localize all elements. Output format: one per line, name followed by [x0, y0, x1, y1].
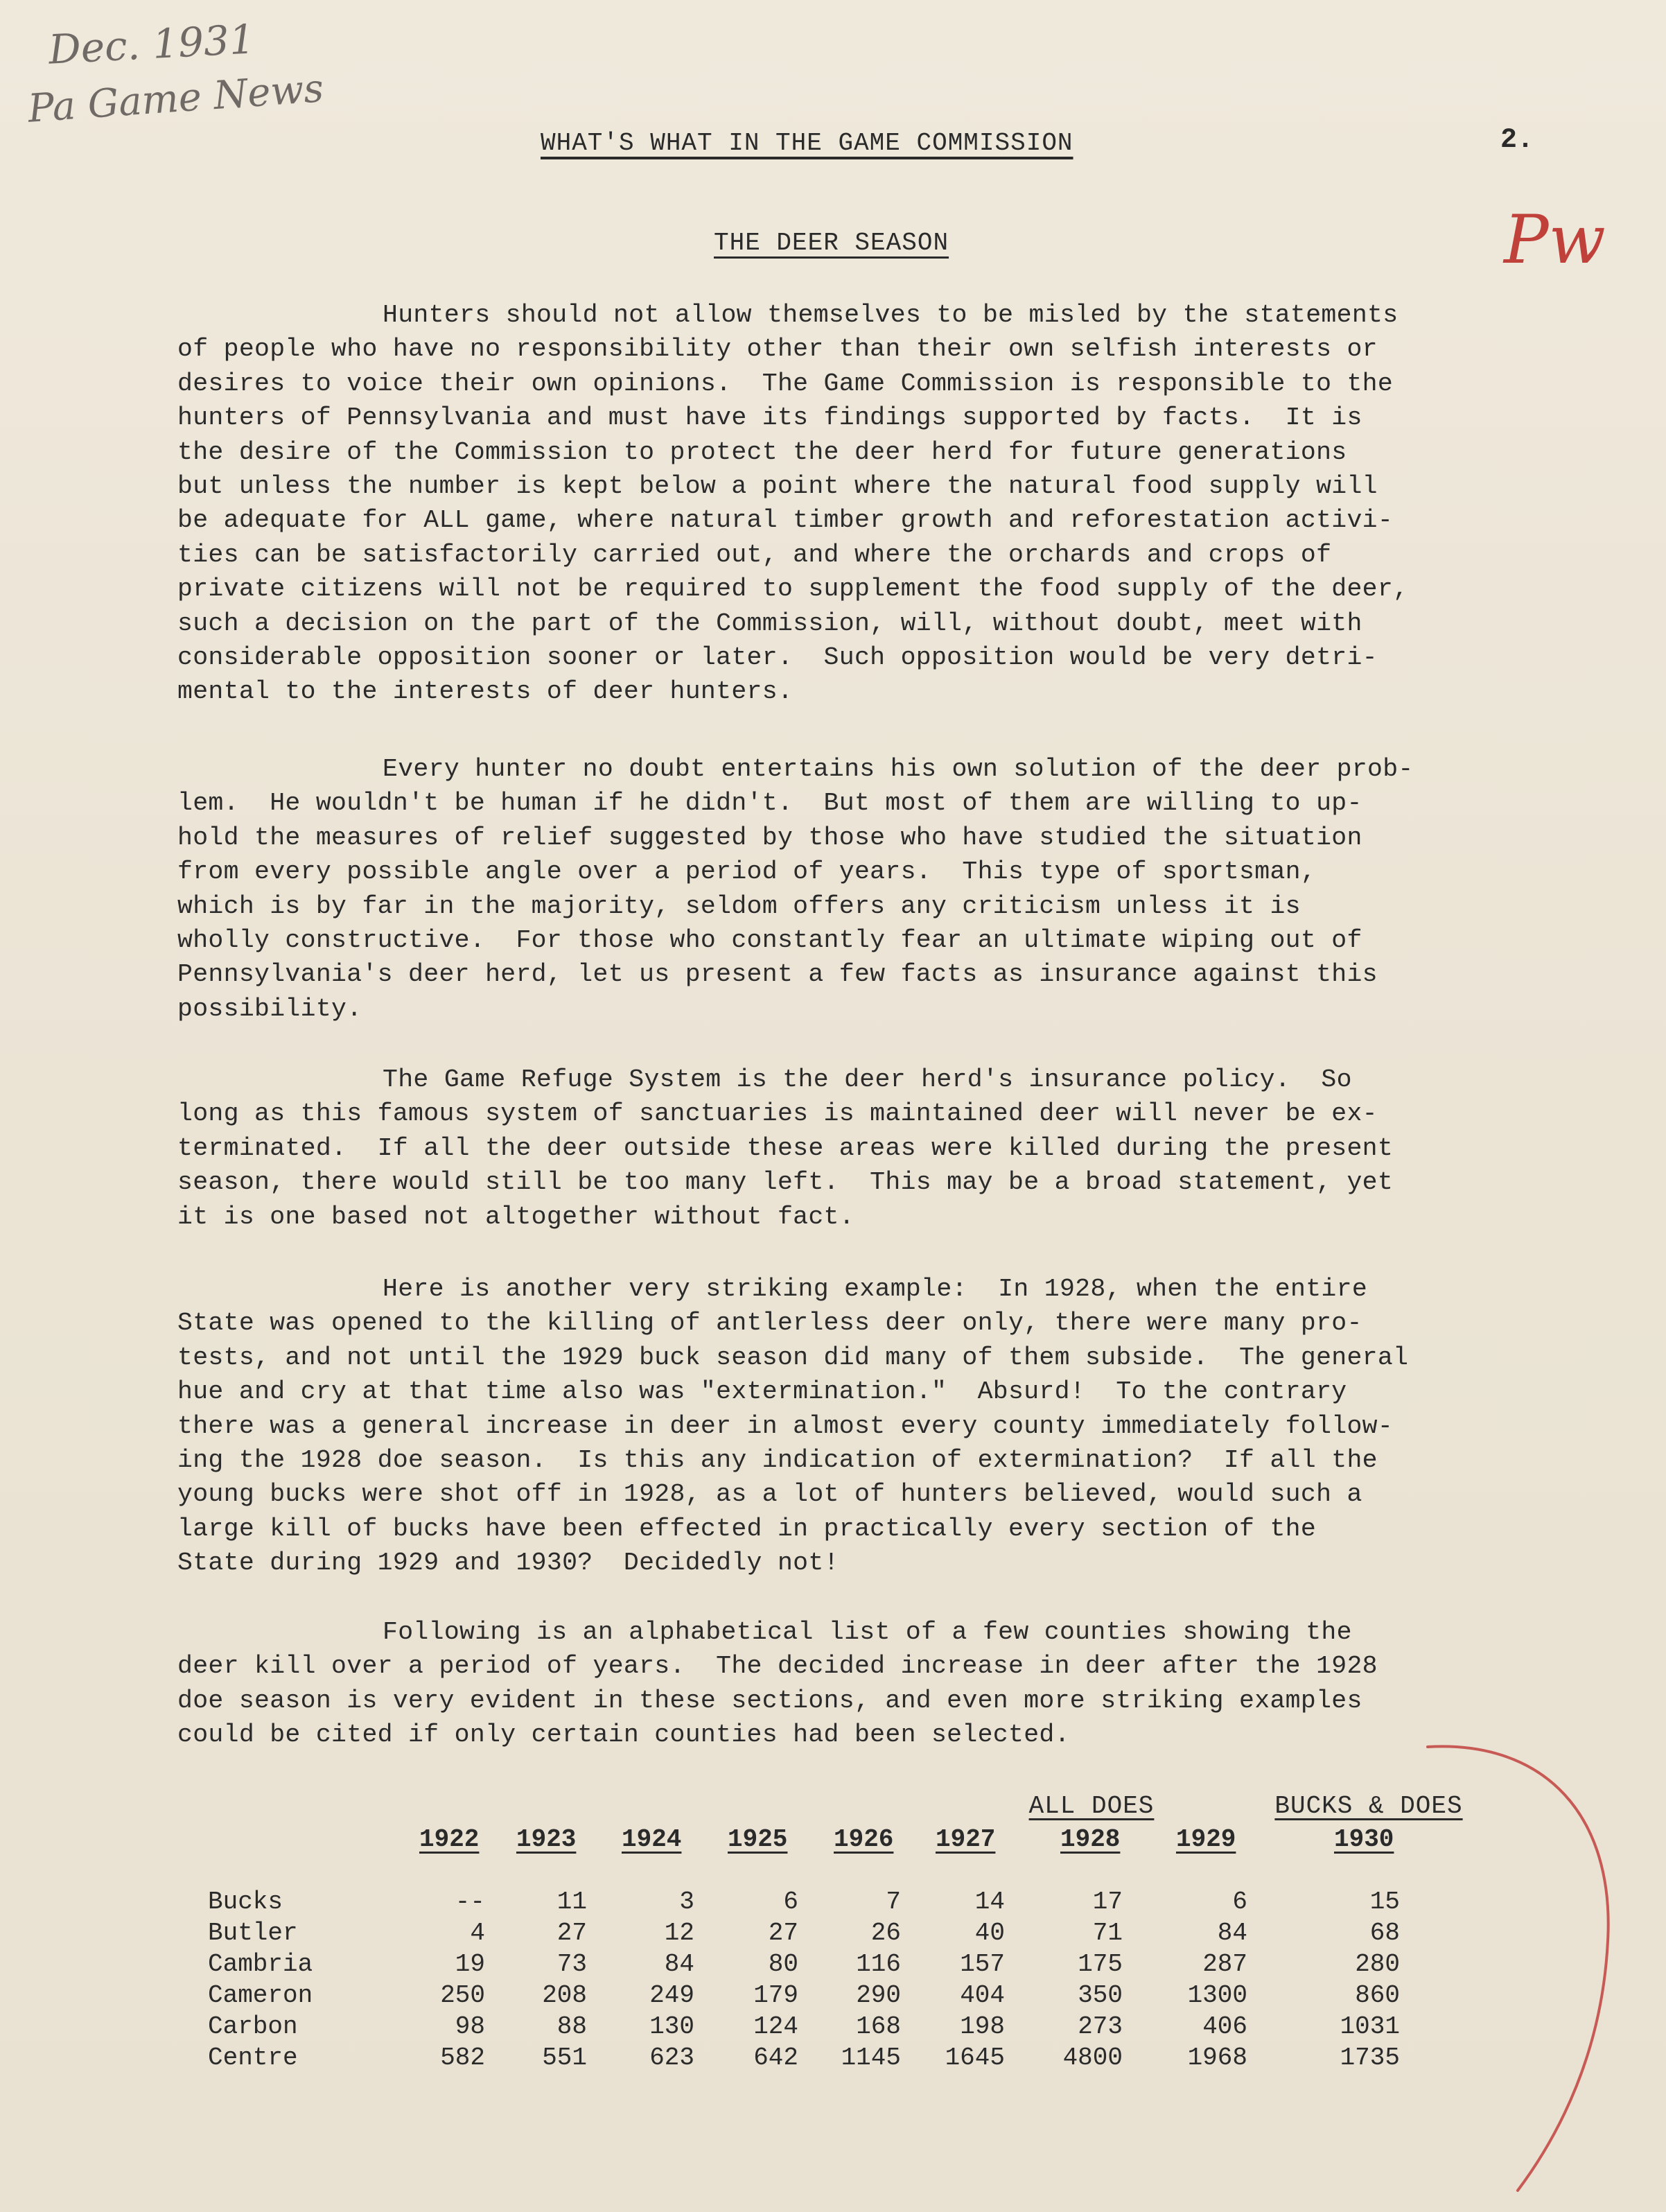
year-header: 1930: [1334, 1825, 1394, 1854]
table-cell: 7: [886, 1888, 901, 1916]
table-cell: 26: [870, 1919, 901, 1947]
text-line: The Game Refuge System is the deer herd's insurance policy. So: [383, 1065, 1352, 1094]
text-line: young bucks were shot off in 1928, as a lot of hunters believed, would such a: [177, 1480, 1362, 1509]
table-cell: --: [455, 1888, 485, 1916]
table-cell: 290: [856, 1981, 901, 2010]
text-line: Every hunter no doubt entertains his own solution of the deer prob-: [383, 755, 1414, 783]
text-line: hold the measures of relief suggested by those who have studied the situation: [177, 823, 1362, 852]
table-cell: 124: [753, 2012, 798, 2041]
table-cell: 4: [470, 1919, 485, 1947]
text-line: from every possible angle over a period of years. This type of sportsman,: [177, 857, 1317, 887]
table-cell: 175: [1078, 1950, 1123, 1978]
table-cell: 280: [1355, 1950, 1400, 1978]
table-cell: 73: [556, 1950, 587, 1978]
text-line: mental to the interests of deer hunters.: [177, 677, 793, 706]
table-cell: 249: [649, 1981, 694, 2010]
text-line: Here is another very striking example: In 1928, when the entire: [383, 1275, 1368, 1303]
table-cell: 84: [1217, 1919, 1247, 1947]
table-cell: 27: [556, 1919, 587, 1947]
table-cell: 4800: [1062, 2044, 1123, 2072]
table-cell: 84: [664, 1950, 694, 1978]
text-line: lem. He wouldn't be human if he didn't. But most of them are willing to up-: [177, 789, 1362, 818]
text-line: terminated. If all the deer outside these areas were killed during the present: [177, 1133, 1394, 1162]
county-name: Cameron: [208, 1981, 313, 2010]
table-cell: 1300: [1187, 1981, 1247, 2010]
table-cell: 623: [649, 2044, 694, 2072]
text-line: could be cited if only certain counties had been selected.: [177, 1721, 1070, 1750]
text-line: season, there would still be too many left. This may be a broad statement, yet: [177, 1168, 1394, 1197]
text-line: State was opened to the killing of antlerless deer only, there were many pro-: [177, 1309, 1362, 1338]
table-cell: 406: [1202, 2012, 1247, 2041]
text-line: ing the 1928 doe season. Is this any indication of extermination? If all the: [177, 1446, 1378, 1475]
table-cell: 1031: [1340, 2012, 1400, 2041]
table-cell: 1968: [1187, 2044, 1247, 2072]
table-cell: 1145: [841, 2044, 901, 2072]
table-cell: 287: [1202, 1950, 1247, 1978]
table-cell: 12: [664, 1919, 694, 1947]
text-line: be adequate for ALL game, where natural timber growth and reforestation activi-: [177, 506, 1394, 535]
table-cell: 157: [960, 1950, 1005, 1978]
text-line: tests, and not until the 1929 buck season did many of them subside. The general: [177, 1343, 1409, 1372]
table-cell: 350: [1078, 1981, 1123, 2010]
table-cell: 116: [856, 1950, 901, 1978]
group-header-all-does: ALL DOES: [1028, 1792, 1155, 1820]
text-line: hunters of Pennsylvania and must have its findings supported by facts. It is: [177, 403, 1362, 433]
text-line: such a decision on the part of the Commission, will, without doubt, meet with: [177, 609, 1362, 638]
table-cell: 15: [1369, 1888, 1400, 1916]
year-header: 1927: [936, 1825, 996, 1854]
table-cell: 168: [856, 2012, 901, 2041]
year-header: 1923: [516, 1825, 577, 1854]
handwritten-source-note: Pa Game News: [26, 66, 326, 132]
table-cell: 642: [753, 2044, 798, 2072]
table-cell: 3: [679, 1888, 694, 1916]
text-line: large kill of bucks have been effected in practically every section of the: [177, 1514, 1317, 1543]
table-cell: 17: [1092, 1888, 1123, 1916]
county-name: Bucks: [208, 1888, 283, 1916]
text-line: Hunters should not allow themselves to be misled by the statements: [383, 301, 1398, 329]
table-cell: 208: [542, 1981, 587, 2010]
year-header: 1928: [1060, 1825, 1121, 1854]
text-line: Following is an alphabetical list of a few counties showing the: [383, 1618, 1352, 1646]
text-line: of people who have no responsibility other than their own selfish interests or: [177, 335, 1378, 364]
table-cell: 1735: [1340, 2044, 1400, 2072]
table-cell: 68: [1369, 1919, 1400, 1947]
county-name: Butler: [208, 1919, 298, 1947]
text-line: wholly constructive. For those who constantly fear an ultimate wiping out of: [177, 926, 1362, 955]
table-cell: 88: [556, 2012, 587, 2041]
table-cell: 11: [556, 1888, 587, 1916]
table-cell: 80: [768, 1950, 798, 1978]
table-cell: 130: [649, 2012, 694, 2041]
handwritten-date-note: Dec. 1931: [47, 15, 256, 73]
text-line: there was a general increase in deer in almost every county immediately follow-: [177, 1411, 1394, 1440]
text-line: long as this famous system of sanctuaries is maintained deer will never be ex-: [177, 1099, 1378, 1129]
text-line: the desire of the Commission to protect the deer herd for future generations: [177, 437, 1347, 467]
text-line: State during 1929 and 1930? Decidedly not!: [177, 1549, 839, 1578]
text-line: hue and cry at that time also was "extermination." Absurd! To the contrary: [177, 1377, 1347, 1407]
table-cell: 551: [542, 2044, 587, 2072]
page-title: WHAT'S WHAT IN THE GAME COMMISSION: [541, 129, 1073, 157]
handwritten-initials: Pw: [1504, 201, 1606, 279]
group-header-bucks-does: BUCKS & DOES: [1274, 1792, 1463, 1820]
table-cell: 404: [960, 1981, 1005, 2010]
year-header: 1926: [834, 1825, 894, 1854]
page-number: 2.: [1500, 125, 1534, 156]
county-name: Carbon: [208, 2012, 298, 2041]
table-cell: 27: [768, 1919, 798, 1947]
table-cell: 582: [440, 2044, 485, 2072]
table-cell: 860: [1355, 1981, 1400, 2010]
text-line: Pennsylvania's deer herd, let us present a few facts as insurance against this: [177, 960, 1378, 989]
text-line: considerable opposition sooner or later. Such opposition would be very detri-: [177, 643, 1378, 672]
year-header: 1924: [622, 1825, 682, 1854]
year-header: 1925: [728, 1825, 788, 1854]
table-cell: 273: [1078, 2012, 1123, 2041]
table-cell: 19: [455, 1950, 485, 1978]
table-cell: 6: [783, 1888, 798, 1916]
text-line: ties can be satisfactorily carried out, and where the orchards and crops of: [177, 540, 1332, 569]
table-cell: 198: [960, 2012, 1005, 2041]
text-line: desires to voice their own opinions. The Game Commission is responsible to the: [177, 369, 1394, 398]
table-cell: 40: [974, 1919, 1005, 1947]
table-cell: 98: [455, 2012, 485, 2041]
text-line: doe season is very evident in these sections, and even more striking examples: [177, 1686, 1362, 1715]
table-cell: 71: [1092, 1919, 1123, 1947]
table-cell: 250: [440, 1981, 485, 2010]
year-header: 1922: [419, 1825, 480, 1854]
table-cell: 14: [974, 1888, 1005, 1916]
text-line: deer kill over a period of years. The decided increase in deer after the 1928: [177, 1652, 1378, 1681]
text-line: it is one based not altogether without fact.: [177, 1202, 854, 1231]
table-cell: 1645: [945, 2044, 1005, 2072]
county-name: Centre: [208, 2044, 298, 2072]
text-line: possibility.: [177, 994, 362, 1023]
table-cell: 179: [753, 1981, 798, 2010]
text-line: which is by far in the majority, seldom offers any criticism unless it is: [177, 891, 1301, 921]
text-line: private citizens will not be required to supplement the food supply of the deer,: [177, 575, 1409, 604]
section-title: THE DEER SEASON: [714, 229, 949, 257]
text-line: but unless the number is kept below a point where the natural food supply will: [177, 472, 1378, 501]
year-header: 1929: [1176, 1825, 1236, 1854]
table-cell: 6: [1232, 1888, 1247, 1916]
county-name: Cambria: [208, 1950, 313, 1978]
